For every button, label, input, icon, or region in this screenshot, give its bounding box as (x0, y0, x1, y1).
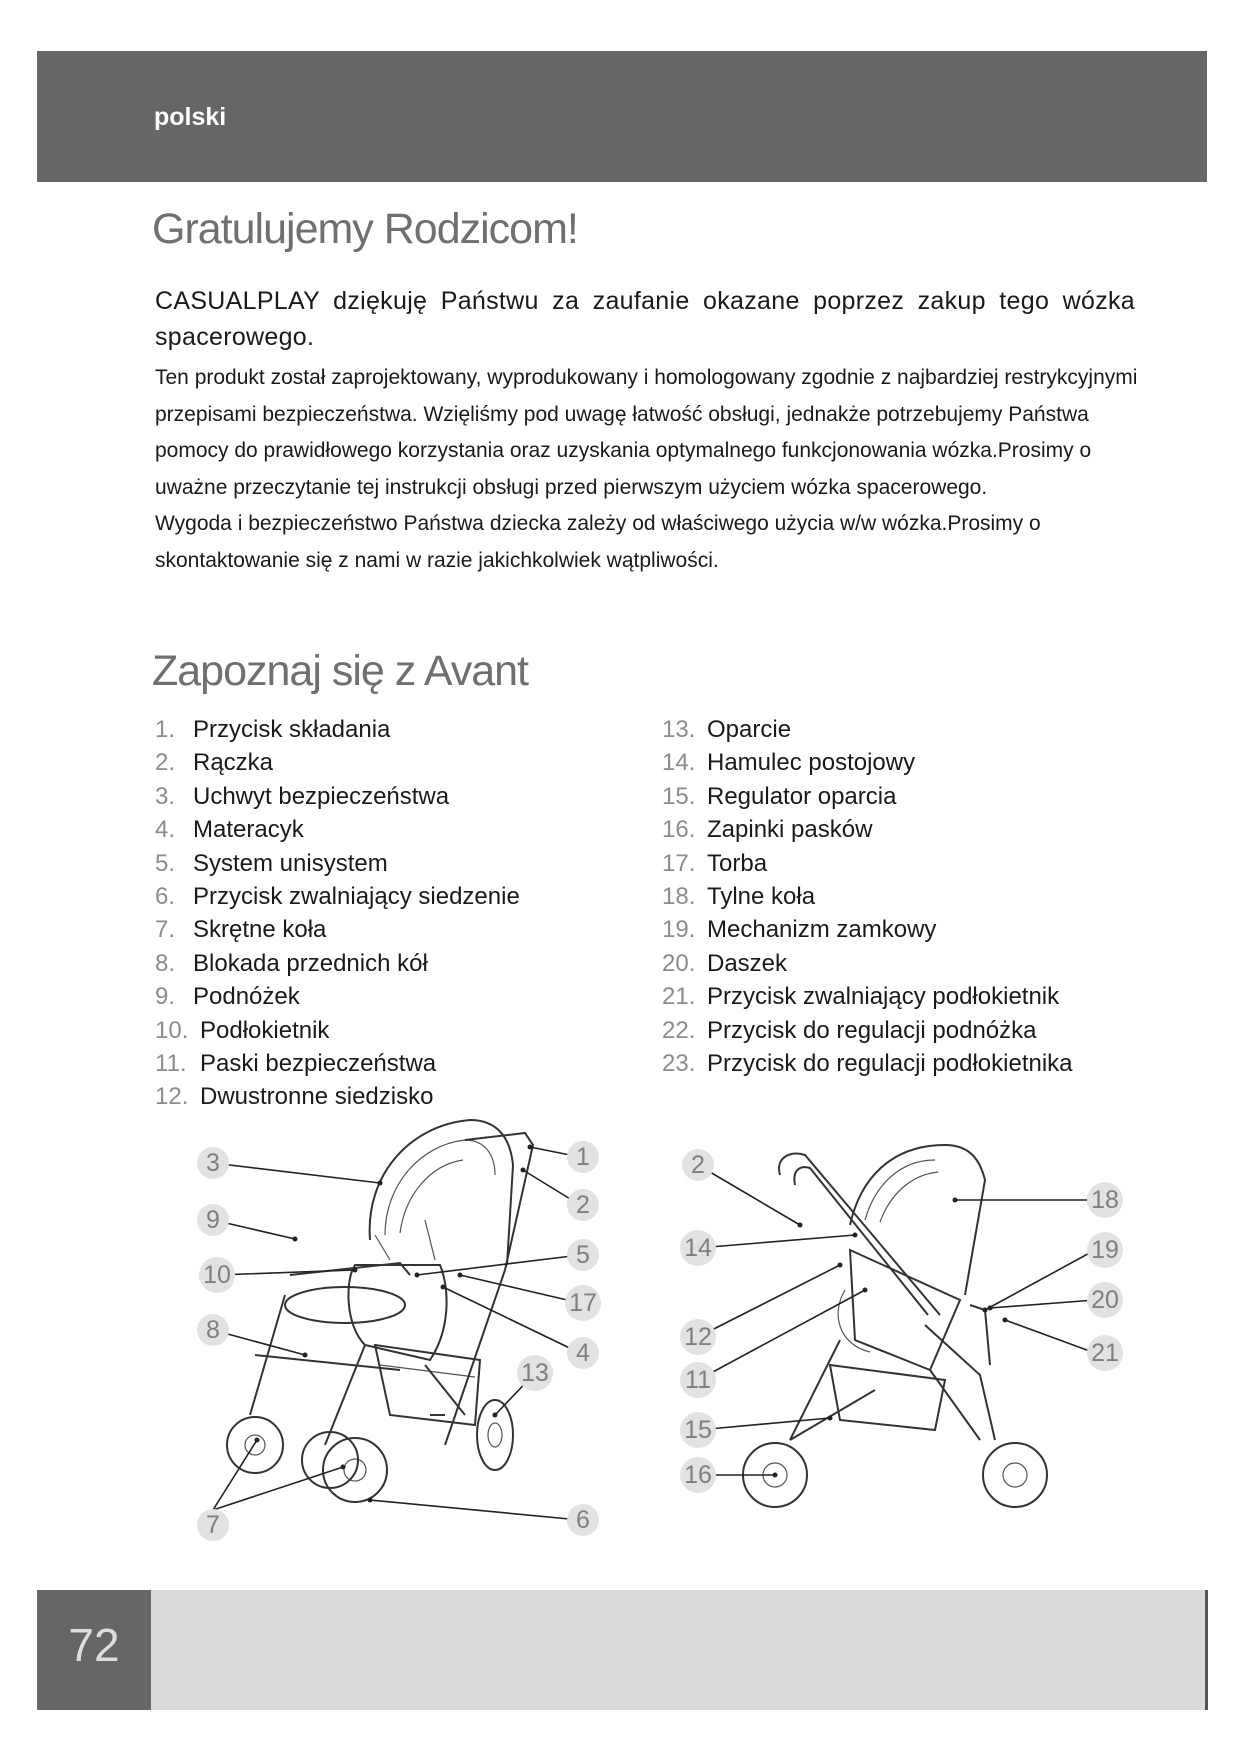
stroller-front-diagram (195, 1115, 625, 1555)
item-label: Dwustronne siedzisko (200, 1083, 434, 1111)
language-label: polski (154, 103, 227, 131)
callout-number: 18 (1091, 1186, 1119, 1214)
callout-number: 2 (576, 1191, 590, 1219)
callout-number: 17 (569, 1289, 597, 1317)
callout-badge (680, 1230, 716, 1266)
callout-badge (1087, 1335, 1123, 1371)
callout-number: 6 (576, 1506, 590, 1534)
stroller-front-drawing (227, 1120, 533, 1502)
list-item (155, 913, 520, 946)
item-number: 8. (155, 949, 176, 977)
list-item (662, 1047, 1073, 1080)
item-label: Oparcie (707, 716, 792, 743)
list-item (155, 847, 520, 880)
item-number: 5. (155, 849, 176, 877)
item-number: 1. (155, 716, 176, 743)
intro-paragraph-2: Wygoda i bezpieczeństwo Państwa dziecka zależy od właściwego użycia w/w wózka.Prosimy o skontaktowanie się z nami w razie jakichkolwiek wątpliwości. (155, 512, 1041, 572)
callout-number: 15 (684, 1416, 712, 1444)
item-label: Podnóżek (193, 983, 300, 1011)
item-number: 16. (662, 816, 696, 844)
callout-number: 16 (684, 1461, 712, 1489)
callout-badge (680, 1319, 716, 1355)
callout-number: 11 (685, 1366, 711, 1394)
item-label: Przycisk zwalniający siedzenie (193, 883, 520, 911)
list-item (662, 913, 1073, 946)
callout-badge (197, 1147, 229, 1179)
parts-title: Zapoznaj się z Avant (152, 647, 529, 695)
item-label: Uchwyt bezpieczeństwa (193, 782, 450, 810)
callout-badge (567, 1189, 599, 1221)
callout-number: 21 (1091, 1339, 1119, 1367)
list-item (662, 847, 1073, 880)
callout-badge (680, 1457, 716, 1493)
callout-badge (1087, 1182, 1123, 1218)
list-item (155, 1080, 520, 1113)
stroller-side-diagram (680, 1140, 1140, 1550)
item-label: Blokada przednich kół (193, 949, 428, 977)
page-number: 72 (68, 1619, 120, 1671)
list-item (155, 1047, 520, 1080)
callout-number: 20 (1091, 1286, 1119, 1314)
callout-badge (680, 1362, 716, 1398)
item-number: 9. (155, 983, 176, 1011)
item-label: Paski bezpieczeństwa (200, 1050, 437, 1078)
item-number: 11. (155, 1050, 187, 1078)
intro-lead: CASUALPLAY dziękuję Państwu za zaufanie okazane poprzez zakup tego wózka spacerowego. (155, 287, 1135, 351)
callout-badge (1087, 1232, 1123, 1268)
list-item (662, 980, 1073, 1013)
list-item (155, 947, 520, 980)
callout-number: 4 (576, 1339, 590, 1367)
list-item (662, 813, 1073, 846)
list-item (662, 780, 1073, 813)
parts-list-right (662, 713, 1073, 1080)
list-item (155, 980, 520, 1013)
item-label: Przycisk składania (193, 716, 391, 743)
header-bar (37, 51, 1207, 182)
page-number-box (37, 1590, 151, 1710)
front-leader-lines (213, 1145, 580, 1521)
item-label: Tylne koła (707, 883, 816, 911)
item-number: 19. (662, 916, 696, 944)
item-number: 22. (662, 1016, 696, 1044)
item-label: Torba (707, 849, 768, 877)
callout-number: 13 (521, 1359, 549, 1387)
item-label: Przycisk do regulacji podłokietnika (707, 1050, 1073, 1078)
list-item (155, 780, 520, 813)
item-label: System unisystem (193, 849, 388, 877)
item-label: Regulator oparcia (707, 782, 897, 810)
item-number: 17. (662, 849, 696, 877)
list-item (155, 880, 520, 913)
item-label: Skrętne koła (193, 916, 327, 944)
item-label: Materacyk (193, 816, 304, 844)
callout-badge (197, 1314, 229, 1346)
callout-badge (197, 1509, 229, 1541)
list-item (155, 1014, 520, 1047)
callout-number: 1 (576, 1143, 590, 1171)
item-number: 10. (155, 1016, 189, 1044)
item-number: 21. (662, 983, 696, 1011)
callout-badge (1087, 1282, 1123, 1318)
side-leader-lines (698, 1165, 1095, 1478)
item-number: 23. (662, 1050, 696, 1078)
list-item (155, 746, 520, 779)
list-item (662, 746, 1073, 779)
list-item (155, 713, 520, 746)
front-callouts (197, 1141, 601, 1541)
intro-title: Gratulujemy Rodzicom! (152, 205, 578, 253)
list-item (662, 1014, 1073, 1047)
callout-number: 9 (206, 1206, 220, 1234)
callout-number: 2 (691, 1151, 705, 1179)
callout-badge (567, 1337, 599, 1369)
callout-number: 12 (684, 1323, 712, 1351)
item-number: 6. (155, 883, 176, 911)
list-item (662, 947, 1073, 980)
callout-badge (567, 1504, 599, 1536)
callout-number: 19 (1091, 1236, 1119, 1264)
item-number: 14. (662, 749, 696, 777)
callout-badge (565, 1285, 601, 1321)
callout-badge (680, 1412, 716, 1448)
list-item (662, 880, 1073, 913)
callout-badge (567, 1239, 599, 1271)
callout-number: 5 (576, 1241, 590, 1269)
callout-number: 3 (206, 1149, 220, 1177)
item-number: 2. (155, 749, 176, 777)
callout-badge (199, 1257, 235, 1293)
intro-body (155, 360, 1155, 579)
item-number: 18. (662, 883, 696, 911)
item-number: 3. (155, 782, 176, 810)
item-label: Podłokietnik (200, 1016, 330, 1044)
item-label: Przycisk zwalniający podłokietnik (707, 983, 1060, 1011)
callout-number: 7 (206, 1511, 220, 1539)
callout-number: 10 (203, 1261, 231, 1289)
intro-paragraph-1: Ten produkt został zaprojektowany, wyprodukowany i homologowany zgodnie z najbardziej restrykcyjnymi przepisami bezpieczeństwa. Wzięliśmy pod uwagę łatwość obsługi, jednakże potrzebujemy Państwa pomocy do prawidłowego korzystania oraz uzyskania optymalnego funkcjonowania wózka.Prosimy o uważne przeczytanie tej instrukcji obsługi przed pierwszym użyciem wózka spacerowego. (155, 366, 1138, 499)
list-item (155, 813, 520, 846)
callout-number: 8 (206, 1316, 220, 1344)
item-number: 20. (662, 949, 696, 977)
item-label: Zapinki pasków (707, 816, 873, 844)
item-label: Rączka (193, 749, 274, 777)
footer-bar (151, 1590, 1208, 1710)
item-label: Daszek (707, 949, 788, 977)
item-label: Przycisk do regulacji podnóżka (707, 1016, 1037, 1044)
callout-number: 14 (684, 1234, 712, 1262)
callout-badge (567, 1141, 599, 1173)
callout-badge (517, 1355, 553, 1391)
callout-badge (682, 1149, 714, 1181)
item-number: 4. (155, 816, 176, 844)
item-number: 7. (155, 916, 176, 944)
callout-badge (197, 1204, 229, 1236)
parts-list-left (155, 713, 520, 1114)
list-item (662, 713, 1073, 746)
item-number: 13. (662, 716, 696, 743)
item-label: Mechanizm zamkowy (707, 916, 937, 944)
item-label: Hamulec postojowy (707, 749, 916, 777)
item-number: 12. (155, 1083, 189, 1111)
item-number: 15. (662, 782, 696, 810)
